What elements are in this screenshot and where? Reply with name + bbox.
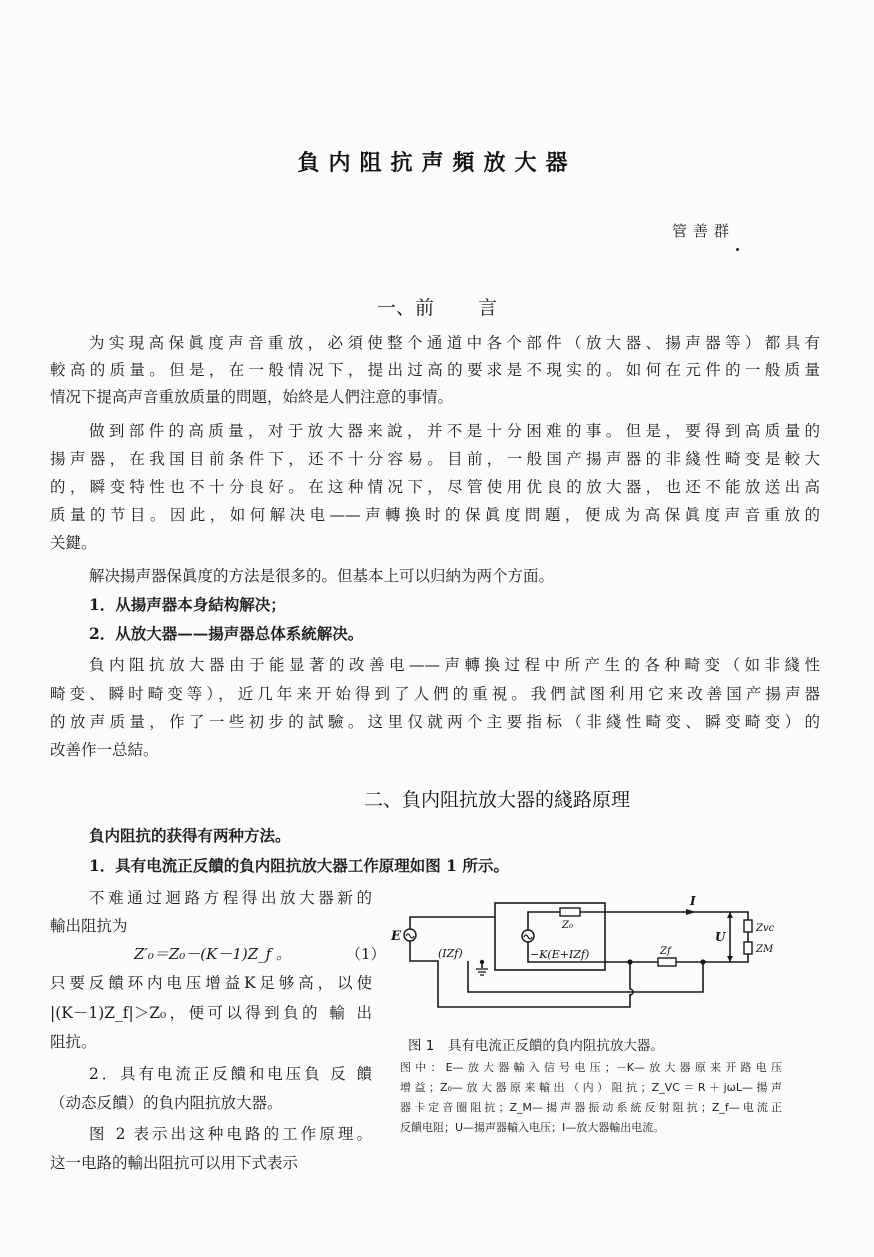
paragraph-line: 1．具有电流正反饋的負内阻抗放大器工作原理如图 1 所示。 — [89, 856, 509, 875]
voltage-arrow-icon — [727, 956, 733, 962]
voltage-arrow-icon — [727, 912, 733, 918]
label-i: I — [690, 894, 696, 908]
paragraph-line: 解决揚声器保眞度的方法是很多的。但基本上可以归納为两个方面。 — [89, 567, 555, 585]
junction-dot — [700, 959, 705, 964]
list-item: 1．从揚声器本身結构解决； — [89, 595, 286, 614]
paragraph-line: 这一电路的輸出阻抗可以用下式表示 — [50, 1154, 299, 1172]
label-izf: (IZf) — [438, 947, 463, 960]
figure-1-caption: 图 1 具有电流正反饋的負内阻抗放大器。 — [408, 1038, 664, 1054]
paragraph-line: 做到部件的高质量，对于放大器来說，并不是十分困难的事。但是，要得到高质量的 — [89, 422, 820, 440]
junction-dot — [480, 960, 484, 964]
paragraph-line: 阻抗。 — [50, 1033, 97, 1051]
paragraph-line: 质量的节目。因此，如何解决电——声轉換时的保眞度問題，便成为高保眞度声音重放的 — [50, 506, 820, 524]
paragraph-line: 輸出阻抗为 — [50, 917, 128, 935]
ac-source-icon — [404, 929, 416, 941]
figure-1-legend-line: 反饋电阻；U—揚声器輸入电压；I—放大器輸出电流。 — [400, 1121, 665, 1134]
paragraph-line: （动态反饋）的負内阻抗放大器。 — [50, 1094, 283, 1112]
paragraph-line: 負内阻抗放大器由于能显著的改善电——声轉換过程中所产生的各种畸变（如非綫性 — [89, 656, 820, 674]
figure-1-legend-line: 图中：E—放大器輸入信号电压；－K—放大器原来开路电压 — [400, 1061, 782, 1074]
label-zvc: Zvc — [756, 923, 775, 934]
paragraph-line: 負内阻抗的获得有两种方法。 — [89, 826, 291, 845]
paragraph-line: 的放声质量，作了一些初步的試驗。这里仅就两个主要指标（非綫性畸变、瞬变畸变）的 — [50, 713, 820, 731]
figure-1-legend-line: 器卡定音圈阻抗；Z_M—揚声器振动系統反射阻抗；Z_f—电流正 — [400, 1101, 782, 1114]
label-u: U — [715, 930, 726, 944]
paragraph-line: 为实現高保眞度声音重放，必須使整个通道中各个部件（放大器、揚声器等）都具有 — [89, 334, 820, 352]
label-zf: Zf — [660, 946, 671, 957]
label-k: −K(E+IZf) — [530, 948, 590, 961]
paragraph-line: |(K－1)Z_f|＞Z₀，便可以得到負的 輸 出 — [50, 1004, 372, 1022]
resistor-zm — [744, 942, 752, 954]
section-2-heading: 二、負内阻抗放大器的綫路原理 — [363, 789, 630, 811]
paragraph-line: 图 2 表示出这种电路的工作原理。 — [89, 1125, 372, 1143]
paragraph-line: 畸变、瞬时畸变等），近几年来开始得到了人們的重視。我們試图利用它来改善国产揚声器 — [50, 685, 820, 703]
equation-number: （1） — [346, 945, 386, 963]
section-1-heading — [0, 293, 874, 320]
label-zm: ZM — [756, 944, 774, 955]
section-1-heading-word: 言 — [478, 297, 498, 319]
resistor-z0 — [560, 908, 580, 916]
list-item: 2．从放大器——揚声器总体系統解决。 — [89, 624, 364, 643]
section-1-heading-num: 一、前 — [376, 297, 434, 319]
paragraph-line: 关鍵。 — [50, 534, 97, 552]
label-e: E — [391, 929, 401, 944]
paragraph-line: 的，瞬变特性也不十分良好。在这种情况下，尽管使用优良的放大器，也还不能放送出高 — [50, 478, 820, 496]
ac-source-icon — [522, 930, 534, 942]
figure-1-circuit-diagram — [390, 890, 790, 1030]
figure-1-legend-line: 增益；Z₀—放大器原来輸出（内）阻抗；Z_VC＝R＋jωL—揚声 — [400, 1081, 782, 1094]
paragraph-line: 揚声器，在我国目前条件下，还不十分容易。目前，一般国产揚声器的非綫性畸变是較大 — [50, 450, 820, 468]
resistor-zvc — [744, 920, 752, 932]
junction-dot — [627, 959, 632, 964]
paragraph-line: 情况下提高声音重放质量的問題，始終是人們注意的事情。 — [50, 388, 454, 406]
author-name: 管善群 — [672, 222, 736, 240]
author-footnote-dot — [736, 248, 739, 251]
ground-icon — [476, 969, 488, 975]
equation-1: Z′₀＝Z₀－(K－1)Z_f 。 — [134, 945, 291, 963]
paper-title: 負内阻抗声頻放大器 — [297, 151, 577, 176]
current-arrow-icon — [686, 909, 696, 915]
paragraph-line: 不难通过迴路方程得出放大器新的 — [89, 889, 372, 907]
paragraph-line: 只要反饋环内电压增益K足够高，以使 — [50, 974, 372, 992]
label-z0: Z₀ — [562, 920, 573, 931]
paragraph-line: 較高的质量。但是，在一般情况下，提出过高的要求是不現实的。如何在元件的一般质量 — [50, 361, 820, 379]
resistor-zf — [658, 958, 676, 966]
paragraph-line: 2．具有电流正反饋和电压負 反 饋 — [89, 1065, 372, 1083]
paragraph-line: 改善作一总結。 — [50, 741, 159, 759]
